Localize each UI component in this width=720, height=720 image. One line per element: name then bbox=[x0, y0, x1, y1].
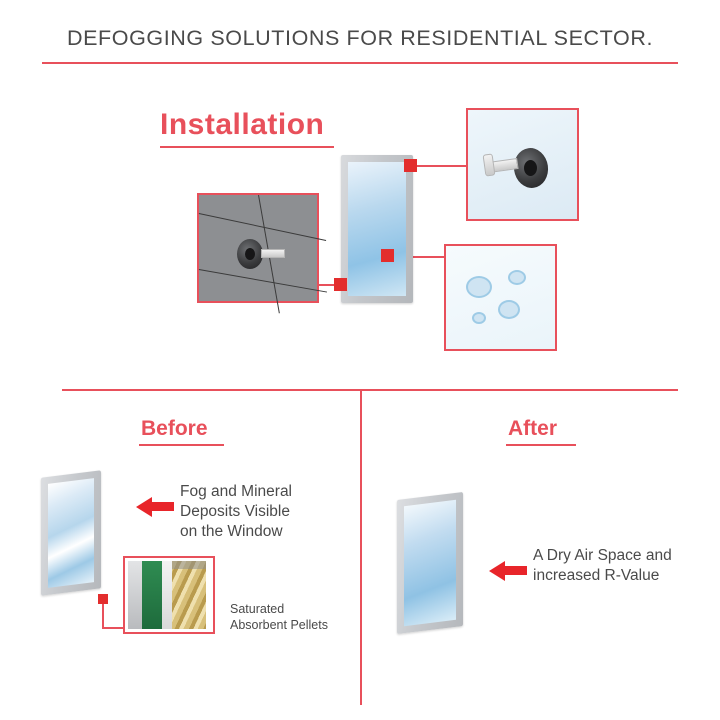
before-title-underline bbox=[139, 444, 224, 446]
before-arrow-tail bbox=[152, 502, 174, 511]
droplet-4 bbox=[472, 312, 486, 324]
before-window-marker bbox=[98, 594, 108, 604]
vent-hole-left bbox=[245, 248, 255, 260]
vent-collar-right bbox=[483, 153, 496, 176]
before-connector-horizontal bbox=[102, 627, 125, 629]
droplet-2 bbox=[508, 270, 526, 285]
vent-stem-left bbox=[261, 249, 285, 258]
after-title-underline bbox=[506, 444, 576, 446]
marker-mid-window bbox=[381, 249, 394, 262]
before-annotation-line-2: Deposits Visible bbox=[180, 503, 290, 520]
droplet-1 bbox=[466, 276, 492, 298]
installation-window bbox=[341, 155, 413, 303]
vent-hole-right bbox=[524, 160, 537, 176]
before-annotation-line-3: on the Window bbox=[180, 523, 283, 540]
after-annotation bbox=[533, 546, 713, 586]
cartridge-top-shade bbox=[172, 561, 206, 569]
after-arrow-tail bbox=[505, 566, 527, 575]
callout-wall-vent bbox=[197, 193, 319, 303]
connector-line-topright bbox=[414, 165, 466, 167]
pellet-label bbox=[230, 601, 360, 633]
cartridge-green-band bbox=[142, 561, 164, 629]
before-annotation bbox=[180, 482, 340, 542]
pellet-cartridge bbox=[128, 561, 210, 629]
header-divider bbox=[42, 62, 678, 64]
window-glass bbox=[348, 162, 406, 296]
before-window bbox=[41, 470, 101, 595]
pellet-label-line-1: Saturated bbox=[230, 602, 285, 616]
wall-crack-2 bbox=[199, 269, 327, 293]
before-arrow-head bbox=[136, 497, 152, 517]
page-title: DEFOGGING SOLUTIONS FOR RESIDENTIAL SECTOR. bbox=[66, 26, 654, 50]
after-window bbox=[397, 492, 463, 634]
before-connector-vertical bbox=[102, 604, 104, 628]
pellet-label-line-2: Absorbent Pellets bbox=[230, 618, 328, 632]
section-divider-vertical bbox=[360, 389, 362, 705]
droplet-3 bbox=[498, 300, 520, 319]
marker-top-window bbox=[404, 159, 417, 172]
marker-left-window bbox=[334, 278, 347, 291]
window-glass bbox=[48, 478, 94, 588]
callout-exterior-vent bbox=[466, 108, 579, 221]
cartridge-pellets bbox=[172, 561, 206, 629]
callout-droplets bbox=[444, 244, 557, 351]
after-title: After bbox=[508, 417, 558, 440]
after-annotation-line-1: A Dry Air Space and bbox=[533, 547, 672, 564]
after-annotation-line-2: increased R-Value bbox=[533, 567, 660, 584]
installation-title: Installation bbox=[160, 108, 325, 141]
installation-title-underline bbox=[160, 146, 334, 148]
before-title: Before bbox=[141, 417, 208, 440]
after-arrow-head bbox=[489, 561, 505, 581]
section-divider-horizontal bbox=[62, 389, 678, 391]
window-glass bbox=[404, 500, 456, 626]
before-annotation-line-1: Fog and Mineral bbox=[180, 483, 293, 500]
